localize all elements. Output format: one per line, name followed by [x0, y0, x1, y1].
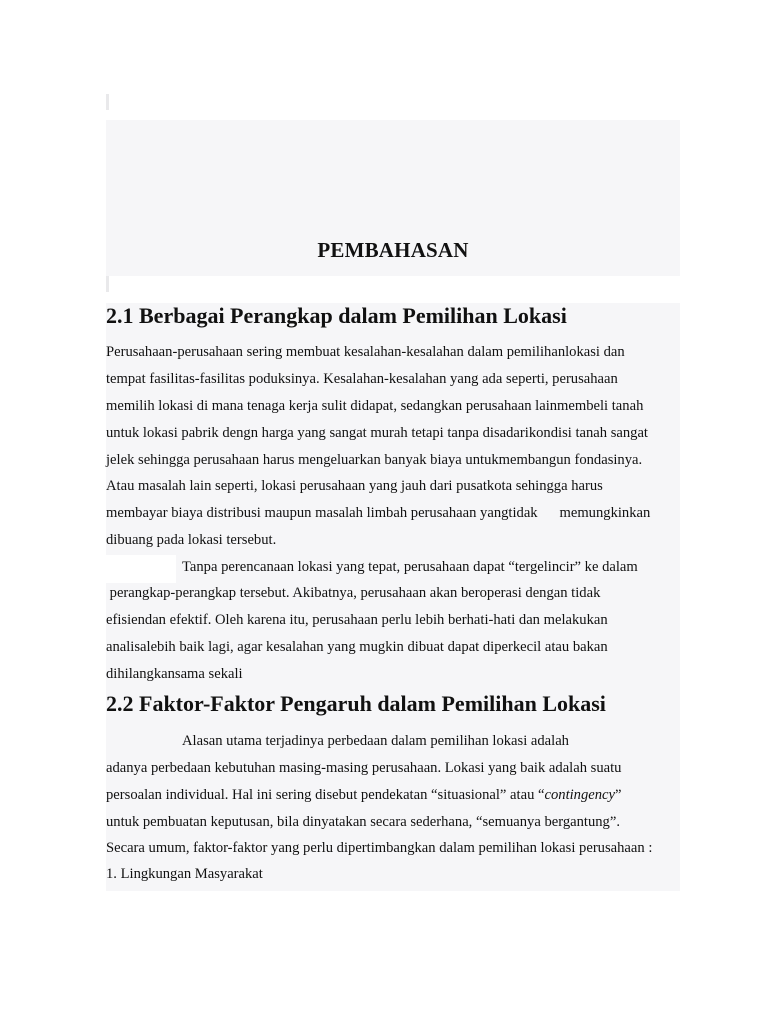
paragraph-line: dihilangkansama sekali: [106, 666, 243, 682]
list-item: 1. Lingkungan Masyarakat: [106, 866, 263, 882]
paragraph-line: adanya perbedaan kebutuhan masing-masing perusahaan. Lokasi yang baik adalah suatu: [106, 760, 622, 776]
paragraph-line: Secara umum, faktor-faktor yang perlu dipertimbangkan dalam pemilihan lokasi perusahaan :: [106, 840, 653, 856]
paragraph-line: untuk lokasi pabrik dengn harga yang sangat murah tetapi tanpa disadarikondisi tanah sangat: [106, 425, 648, 441]
paragraph-line: Tanpa perencanaan lokasi yang tepat, perusahaan dapat “tergelincir” ke dalam: [182, 559, 638, 575]
paragraph-line: memilih lokasi di mana tenaga kerja sulit didapat, sedangkan perusahaan lainmembeli tanah: [106, 398, 644, 414]
paragraph-line: analisalebih baik lagi, agar kesalahan yang mugkin dibuat dapat diperkecil atau bakan: [106, 639, 608, 655]
paragraph-line: Perusahaan-perusahaan sering membuat kesalahan-kesalahan dalam pemilihanlokasi dan: [106, 344, 625, 360]
paragraph-line: [106, 786, 622, 804]
margin-mark: [106, 94, 109, 110]
text-run: ”: [615, 787, 622, 803]
section-heading-2-2: 2.2 Faktor-Faktor Pengaruh dalam Pemilihan Lokasi: [106, 691, 606, 716]
paragraph-line: efisiendan efektif. Oleh karena itu, perusahaan perlu lebih berhati-hati dan melakukan: [106, 612, 608, 628]
page-title: PEMBAHASAN: [317, 238, 469, 262]
paragraph-line: jelek sehingga perusahaan harus mengeluarkan banyak biaya untukmembangun fondasinya.: [106, 452, 643, 468]
indent-gap: [106, 555, 176, 583]
paragraph-line: Atau masalah lain seperti, lokasi perusahaan yang jauh dari pusatkota sehingga harus: [106, 478, 603, 494]
italic-term: contingency: [544, 787, 616, 803]
paragraph-line: untuk pembuatan keputusan, bila dinyatakan secara sederhana, “semuanya bergantung”.: [106, 814, 620, 830]
paragraph-line: dibuang pada lokasi tersebut.: [106, 532, 277, 548]
paragraph-line: tempat fasilitas-fasilitas poduksinya. Kesalahan-kesalahan yang ada seperti, perusahaan: [106, 371, 618, 387]
section-heading-2-1: 2.1 Berbagai Perangkap dalam Pemilihan Lokasi: [106, 303, 567, 328]
title-block: [106, 120, 680, 276]
paragraph-line: membayar biaya distribusi maupun masalah limbah perusahaan yangtidak memungkinkan: [106, 505, 651, 521]
margin-mark: [106, 276, 109, 292]
text-run: persoalan individual. Hal ini sering disebut pendekatan “situasional” atau “: [106, 787, 545, 803]
paragraph-line: perangkap-perangkap tersebut. Akibatnya, perusahaan akan beroperasi dengan tidak: [106, 585, 601, 601]
paragraph-line: Alasan utama terjadinya perbedaan dalam pemilihan lokasi adalah: [182, 733, 569, 749]
